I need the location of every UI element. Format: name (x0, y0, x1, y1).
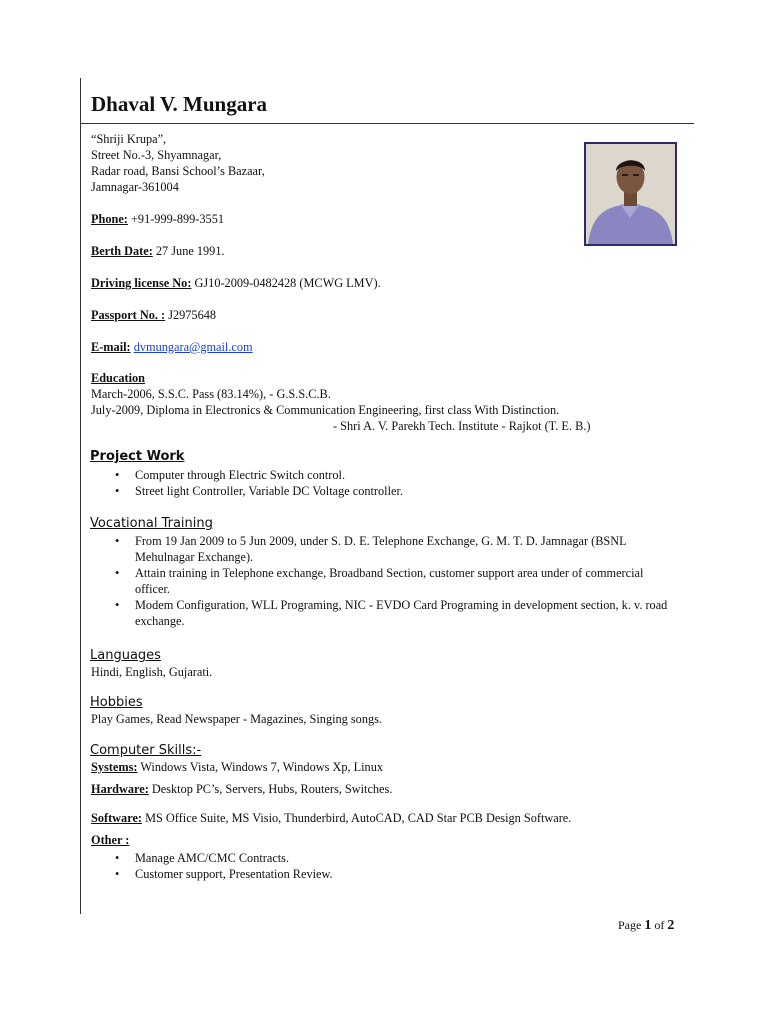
project-work-heading: Project Work (90, 449, 185, 464)
vocational-training-list (91, 533, 671, 629)
languages-text: Hindi, English, Gujarati. (91, 665, 213, 679)
list-item: • Customer support, Presentation Review. (91, 866, 671, 882)
other-skills-list (91, 850, 671, 882)
vocational-training-heading: Vocational Training (90, 516, 213, 531)
software-label: Software: (91, 811, 142, 825)
education-section (91, 370, 590, 434)
systems-value: Windows Vista, Windows 7, Windows Xp, Linux (140, 760, 384, 774)
birth-date-row (91, 243, 225, 259)
address-line: Street No.-3, Shyamnagar, (91, 148, 222, 162)
driving-license-label: Driving license No: (91, 276, 192, 290)
education-line: March-2006, S.S.C. Pass (83.14%), - G.S.S.C.B. (91, 387, 331, 401)
passport-row (91, 307, 216, 323)
hobbies-text: Play Games, Read Newspaper - Magazines, Singing songs. (91, 712, 382, 726)
phone-value: +91-999-899-3551 (130, 212, 224, 226)
software-value: MS Office Suite, MS Visio, Thunderbird, AutoCAD, CAD Star PCB Design Software. (145, 811, 572, 825)
list-item: • Modem Configuration, WLL Programing, NIC - EVDO Card Programing in development section, k. v. road exchange. (91, 597, 671, 629)
profile-photo (584, 142, 677, 246)
page-number (618, 918, 674, 934)
education-institute: - Shri A. V. Parekh Tech. Institute - Rajkot (T. E. B.) (333, 419, 591, 433)
address-line: “Shriji Krupa”, (91, 132, 167, 146)
list-item: • Manage AMC/CMC Contracts. (91, 850, 671, 866)
address-block (91, 131, 265, 195)
computer-skills-heading: Computer Skills:- (90, 743, 202, 758)
header-rule (80, 123, 694, 124)
passport-label: Passport No. : (91, 308, 166, 322)
birth-date-value: 27 June 1991. (155, 244, 225, 258)
address-line: Radar road, Bansi School’s Bazaar, (91, 164, 265, 178)
candidate-name: Dhaval V. Mungara (91, 92, 268, 116)
of-word: of (654, 918, 665, 932)
email-label: E-mail: (91, 340, 131, 354)
hardware-label: Hardware: (91, 782, 149, 796)
hobbies-heading: Hobbies (90, 695, 143, 710)
list-item: • From 19 Jan 2009 to 5 Jun 2009, under S. D. E. Telephone Exchange, G. M. T. D. Jamnagar (BSNL Mehulnagar Exchange). (91, 533, 671, 565)
list-item: • Computer through Electric Switch control. (91, 467, 671, 483)
total-pages: 2 (667, 918, 675, 933)
address-line: Jamnagar-361004 (91, 180, 179, 194)
person-photo-icon (586, 144, 675, 244)
hardware-row (91, 781, 392, 797)
passport-value: J2975648 (168, 308, 217, 322)
other-row (91, 832, 129, 848)
birth-date-label: Berth Date: (91, 244, 153, 258)
languages-heading: Languages (90, 648, 161, 663)
project-work-list (91, 467, 671, 499)
hardware-value: Desktop PC’s, Servers, Hubs, Routers, Switches. (151, 782, 393, 796)
phone-label: Phone: (91, 212, 128, 226)
driving-license-row (91, 275, 381, 291)
left-margin-rule (80, 78, 81, 914)
phone-row (91, 211, 224, 227)
systems-row (91, 759, 383, 775)
other-label: Other : (91, 833, 130, 847)
driving-license-value: GJ10-2009-0482428 (MCWG LMV). (194, 276, 381, 290)
list-item: • Attain training in Telephone exchange, Broadband Section, customer support area under of commercial officer. (91, 565, 671, 597)
software-row (91, 810, 571, 826)
page-word: Page (618, 918, 642, 932)
list-item: • Street light Controller, Variable DC Voltage controller. (91, 483, 671, 499)
education-line: July-2009, Diploma in Electronics & Communication Engineering, first class With Distinction. (91, 403, 560, 417)
email-row (91, 339, 253, 355)
education-heading: Education (91, 371, 145, 385)
email-link[interactable]: dvmungara@gmail.com (133, 340, 253, 354)
systems-label: Systems: (91, 760, 138, 774)
current-page: 1 (644, 918, 652, 933)
